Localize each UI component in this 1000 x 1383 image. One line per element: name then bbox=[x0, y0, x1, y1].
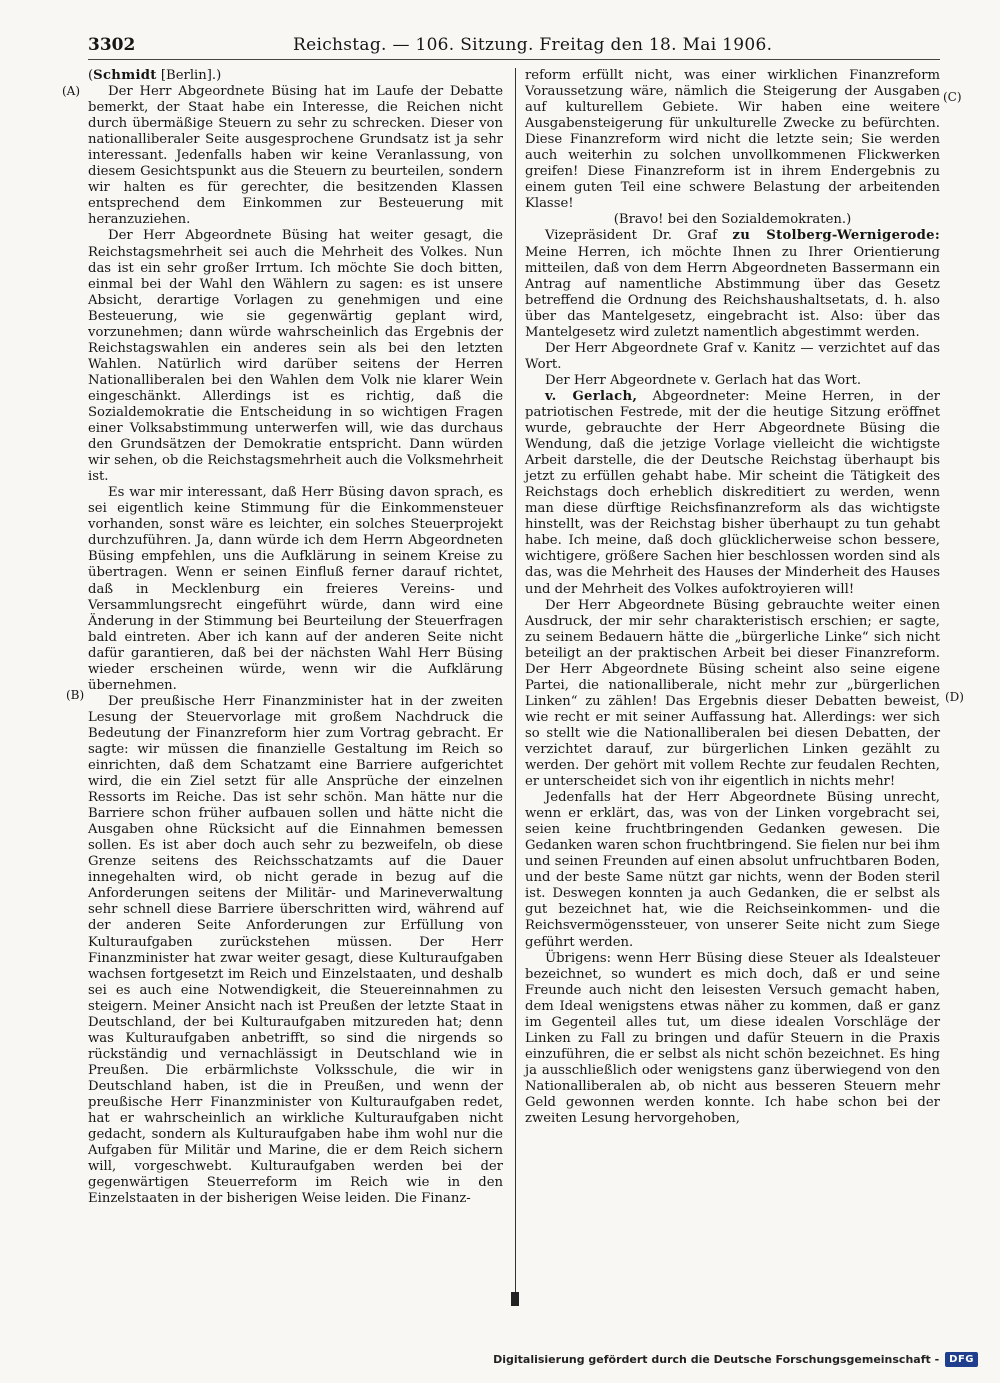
column-divider bbox=[515, 68, 516, 1295]
paragraph: Übrigens: wenn Herr Büsing diese Steuer als Idealsteuer bezeichnet, so wundert es mich doch, daß er und seine Freunde auch nicht den leisesten Versuch gemacht haben, dem Ideal wenigstens etwas näher zu kommen, daß er ganz im Gegenteil alles tut, um diese idealen Vorschläge der Linken zu Fall zu bringen und dafür Steuern in die Praxis einzuführen, die er selbst als nicht schön bezeichnet. Es hing ja ausschließlich oder wenigstens ganz überwiegend von den Nationalliberalen ab, ob nicht aus besseren Steuern mehr Geld gewonnen werden konnte. Ich habe schon bei der zweiten Lesung hervorgehoben, bbox=[525, 950, 940, 1127]
margin-mark-a: (A) bbox=[62, 84, 81, 98]
page-number: 3302 bbox=[88, 35, 136, 55]
dfg-logo: DFG bbox=[945, 1352, 978, 1367]
paragraph: Der Herr Abgeordnete Graf v. Kanitz — verzichtet auf das Wort. bbox=[525, 340, 940, 372]
paragraph: Der Herr Abgeordnete Büsing hat weiter gesagt, die Reichstagsmehrheit sei auch die Mehrheit des Volkes. Nun das ist ein sehr großer Irrtum. Ich möchte Sie doch bitten, einmal bei der Wahl den Wählern zu sagen: es ist unsere Absicht, derartige Vorlagen zu genehmigen und eine Besteuerung, wie sie gegenwärtig geplant wird, vorzunehmen; dann würde wahrscheinlich das Ergebnis der Reichstagswahlen ein anderes sein als bei den letzten Wahlen. Natürlich wird darüber seitens der Herren Nationalliberalen bei den Wahlen dem Volk nie klarer Wein eingeschänkt. Allerdings ist es richtig, daß die Sozialdemokratie die Entscheidung in so wichtigen Fragen einer Volksabstimmung unterwerfen will, wie das durchaus den Grundsätzen der Demokratie entspricht. Dann würden wir sehen, ob die Reichstagsmehrheit auch die Volksmehrheit ist. bbox=[88, 228, 503, 485]
vp-text: Meine Herren, ich möchte Ihnen zu Ihrer Orientierung mitteilen, daß von dem Herrn Abgeordneten Bassermann ein Antrag auf namentliche Abstimmung über das Gesetz betreffend die Ordnung des Reichshaushaltsetats, d. h. also über das Mantelgesetz, eingebracht ist. Also: über das Mantelgesetz wird zuletzt namentlich abgestimmt werden. bbox=[525, 244, 940, 340]
margin-mark-b: (B) bbox=[66, 688, 85, 702]
paragraph: Es war mir interessant, daß Herr Büsing davon sprach, es sei eigentlich keine Stimmung für die Einkommensteuer vorhanden, sonst wäre es leichter, ein solches Steuerprojekt durchzuführen. Ja, dann würde ich dem Herrn Abgeordneten Büsing empfehlen, uns die Aufklärung in seinem Kreise zu übertragen. Wenn er seinen Einfluß ferner darauf richtet, daß in Mecklenburg ein freieres Vereins- und Versammlungsrecht eingeführt würde, dann wird eine Änderung in der Stimmung bei Beurteilung der Steuerfragen bald eintreten. Aber ich kann auf der anderen Seite nicht dafür garantieren, daß bei der nächsten Wahl Herr Büsing wieder erscheinen würde, wenn wir die Aufklärung übernehmen. bbox=[88, 485, 503, 693]
vp-name: zu Stolberg-Wernigerode: bbox=[732, 228, 940, 244]
paragraph: Der preußische Herr Finanzminister hat in der zweiten Lesung der Steuervorlage mit großem Nachdruck die Bedeutung der Finanzreform hier zum Vortrag gebracht. Er sagte: wir müssen die finanzielle Gestaltung im Reich so einrichten, daß dem Schatzamt eine Barriere aufgerichtet wird, die ein Ziel setzt für alle Ansprüche der einzelnen Ressorts im Reiche. Das ist sehr schön. Man hätte nur die Barriere schon früher aufbauen sollen und hätte nicht die Ausgaben ohne Rücksicht auf die Einnahmen bemessen sollen. Es ist aber doch auch sehr zu bezweifeln, ob diese Grenze seitens des Reichsschatzamts auf die Dauer innegehalten wird, ob nicht gerade in bezug auf die Anforderungen seitens der Militär- und Marineverwaltung sehr schnell diese Barriere überschritten wird, während auf der anderen Seite Anforderungen zur Erfüllung von Kulturaufgaben zurückstehen müssen. Der Herr Finanzminister hat zwar weiter gesagt, diese Kulturaufgaben wachsen fortgesetzt im Reich und Einzelstaaten, und deshalb sei es auch eine Notwendigkeit, die Steuereinnahmen zu steigern. Meiner Ansicht nach ist Preußen der letzte Staat in Deutschland, der bei Kulturaufgaben mitzureden hat; denn was Kulturaufgaben anbetrifft, so sind die nirgends so rückständig und vernachlässigt in Deutschland wie in Preußen. Die erbärmlichste Volksschule, die wir in Deutschland haben, ist die in Preußen, und wenn der preußische Herr Finanzminister von Kulturaufgaben redet, hat er wahrscheinlich an wirkliche Kulturaufgaben nicht gedacht, sondern als Kulturaufgaben habe ihm wohl nur die Aufgaben für Militär und Marine, die er dem Reich sichern will, vorgeschwebt. Kulturaufgaben werden bei der gegenwärtigen Steuerreform im Reich wie in den Einzelstaaten in der bisherigen Weise leiden. Die Finanz- bbox=[88, 693, 503, 1207]
paragraph: Der Herr Abgeordnete Büsing hat im Laufe der Debatte bemerkt, der Staat habe ein Interesse, die Reichen nicht durch übermäßige Steuern zu sehr zu schrecken. Dieser von nationalliberaler Seite ausgesprochene Grundsatz ist ja sehr interessant. Jedenfalls haben wir keine Veranlassung, von diesem Gesichtspunkt aus die Steuern zu beurteilen, sondern wir halten es für gerechter, die besitzenden Klassen entsprechend dem Einkommen zur Besteuerung mit heranzuziehen. bbox=[88, 84, 503, 228]
gerlach-speech bbox=[525, 389, 940, 598]
left-column bbox=[88, 68, 503, 1207]
page-header bbox=[88, 33, 940, 60]
paragraph: Der Herr Abgeordnete Büsing gebrauchte weiter einen Ausdruck, der mir sehr charakteristisch erschien; er sagte, zu seinem Bedauern hätte die „bürgerliche Linke“ sich nicht beteiligt an der praktischen Arbeit bei dieser Finanzreform. Der Herr Abgeordnete Büsing scheint also seine eigene Partei, die nationalliberale, nicht mehr zur „bürgerlichen Linken“ zu zählen! Das Ergebnis dieser Debatten beweist, wie recht er mit seiner Auffassung hat. Allerdings: wer sich so stellt wie die Nationalliberalen bei diesen Debatten, der verzichtet darauf, zur bürgerlichen Linken gezählt zu werden. Der gehört mit vollem Rechte zur feudalen Rechten, er unterscheidet sich von ihr eigentlich in nichts mehr! bbox=[525, 597, 940, 790]
vp-intro: Vizepräsident Dr. Graf bbox=[545, 228, 733, 244]
right-column bbox=[525, 68, 940, 1127]
gerlach-name: v. Gerlach, bbox=[545, 388, 638, 404]
paragraph: Jedenfalls hat der Herr Abgeordnete Büsing unrecht, wenn er erklärt, das, was von der Linken vorgebracht sei, seien keine fruchtbringenden Gedanken gewesen. Die Gedanken waren schon fruchtbringend. Sie fielen nur bei ihm und seinen Freunden auf einen absolut unfruchtbaren Boden, und der beste Same nützt gar nichts, wenn der Boden steril ist. Deswegen konnten ja auch Gedanken, die er selbst als gut bezeichnet hat, wie die Reichseinkommen- und die Reichsvermögenssteuer, von unserer Seite nicht zum Siege geführt werden. bbox=[525, 790, 940, 950]
gerlach-text: Abgeordneter: Meine Herren, in der patriotischen Festrede, mit der die heutige Sitzung eröffnet wurde, gebrauchte der Herr Abgeordnete Büsing die Wendung, daß die jetzige Vorlage vielleicht die wichtigste Arbeit darstelle, die der Deutsche Reichstag überhaupt bis jetzt zu erfüllen gehabt habe. Mir scheint die Tätigkeit des Reichstags doch erheblich diskreditiert zu werden, wenn man diese dürftige Reichsfinanzreform als das wichtigste hinstellt, was der Reichstag bisher überhaupt zu tun gehabt habe. Ich meine, daß doch glücklicherweise schon bessere, wichtigere, größere Sachen hier beschlossen worden sind als das, was die Mehrheit des Hauses der Minderheit des Hauses und der Mehrheit des Volkes aufoktroyieren will! bbox=[525, 388, 940, 597]
divider-mark bbox=[511, 1292, 519, 1306]
vice-president-statement bbox=[525, 228, 940, 340]
speaker-suffix: [Berlin].) bbox=[156, 68, 222, 83]
interjection: (Bravo! bei den Sozialdemokraten.) bbox=[613, 212, 852, 228]
footer-text: Digitalisierung gefördert durch die Deutsche Forschungsgemeinschaft - bbox=[493, 1352, 940, 1366]
paragraph: Der Herr Abgeordnete v. Gerlach hat das Wort. bbox=[545, 372, 862, 388]
margin-mark-d: (D) bbox=[945, 690, 964, 704]
speaker-name: Schmidt bbox=[93, 68, 157, 83]
running-head: Reichstag. — 106. Sitzung. Freitag den 18. Mai 1906. bbox=[293, 35, 773, 55]
margin-mark-c: (C) bbox=[943, 90, 962, 104]
speaker-line: (Schmidt [Berlin].) bbox=[88, 68, 222, 83]
paragraph: reform erfüllt nicht, was einer wirklichen Finanzreform Voraussetzung wäre, nämlich die Steigerung der Ausgaben auf kulturellem Gebiete. Wir haben eine weitere Ausgabensteigerung für unkulturelle Zwecke zu befürchten. Diese Finanzreform wird nicht die letzte sein; Sie werden auch weiterhin zu solchen unvollkommenen Flickwerken greifen! Diese Finanzreform ist in ihrem Endergebnis zu einem guten Teil eine schwere Belastung der arbeitenden Klasse! bbox=[525, 68, 940, 212]
footer bbox=[493, 1349, 978, 1369]
